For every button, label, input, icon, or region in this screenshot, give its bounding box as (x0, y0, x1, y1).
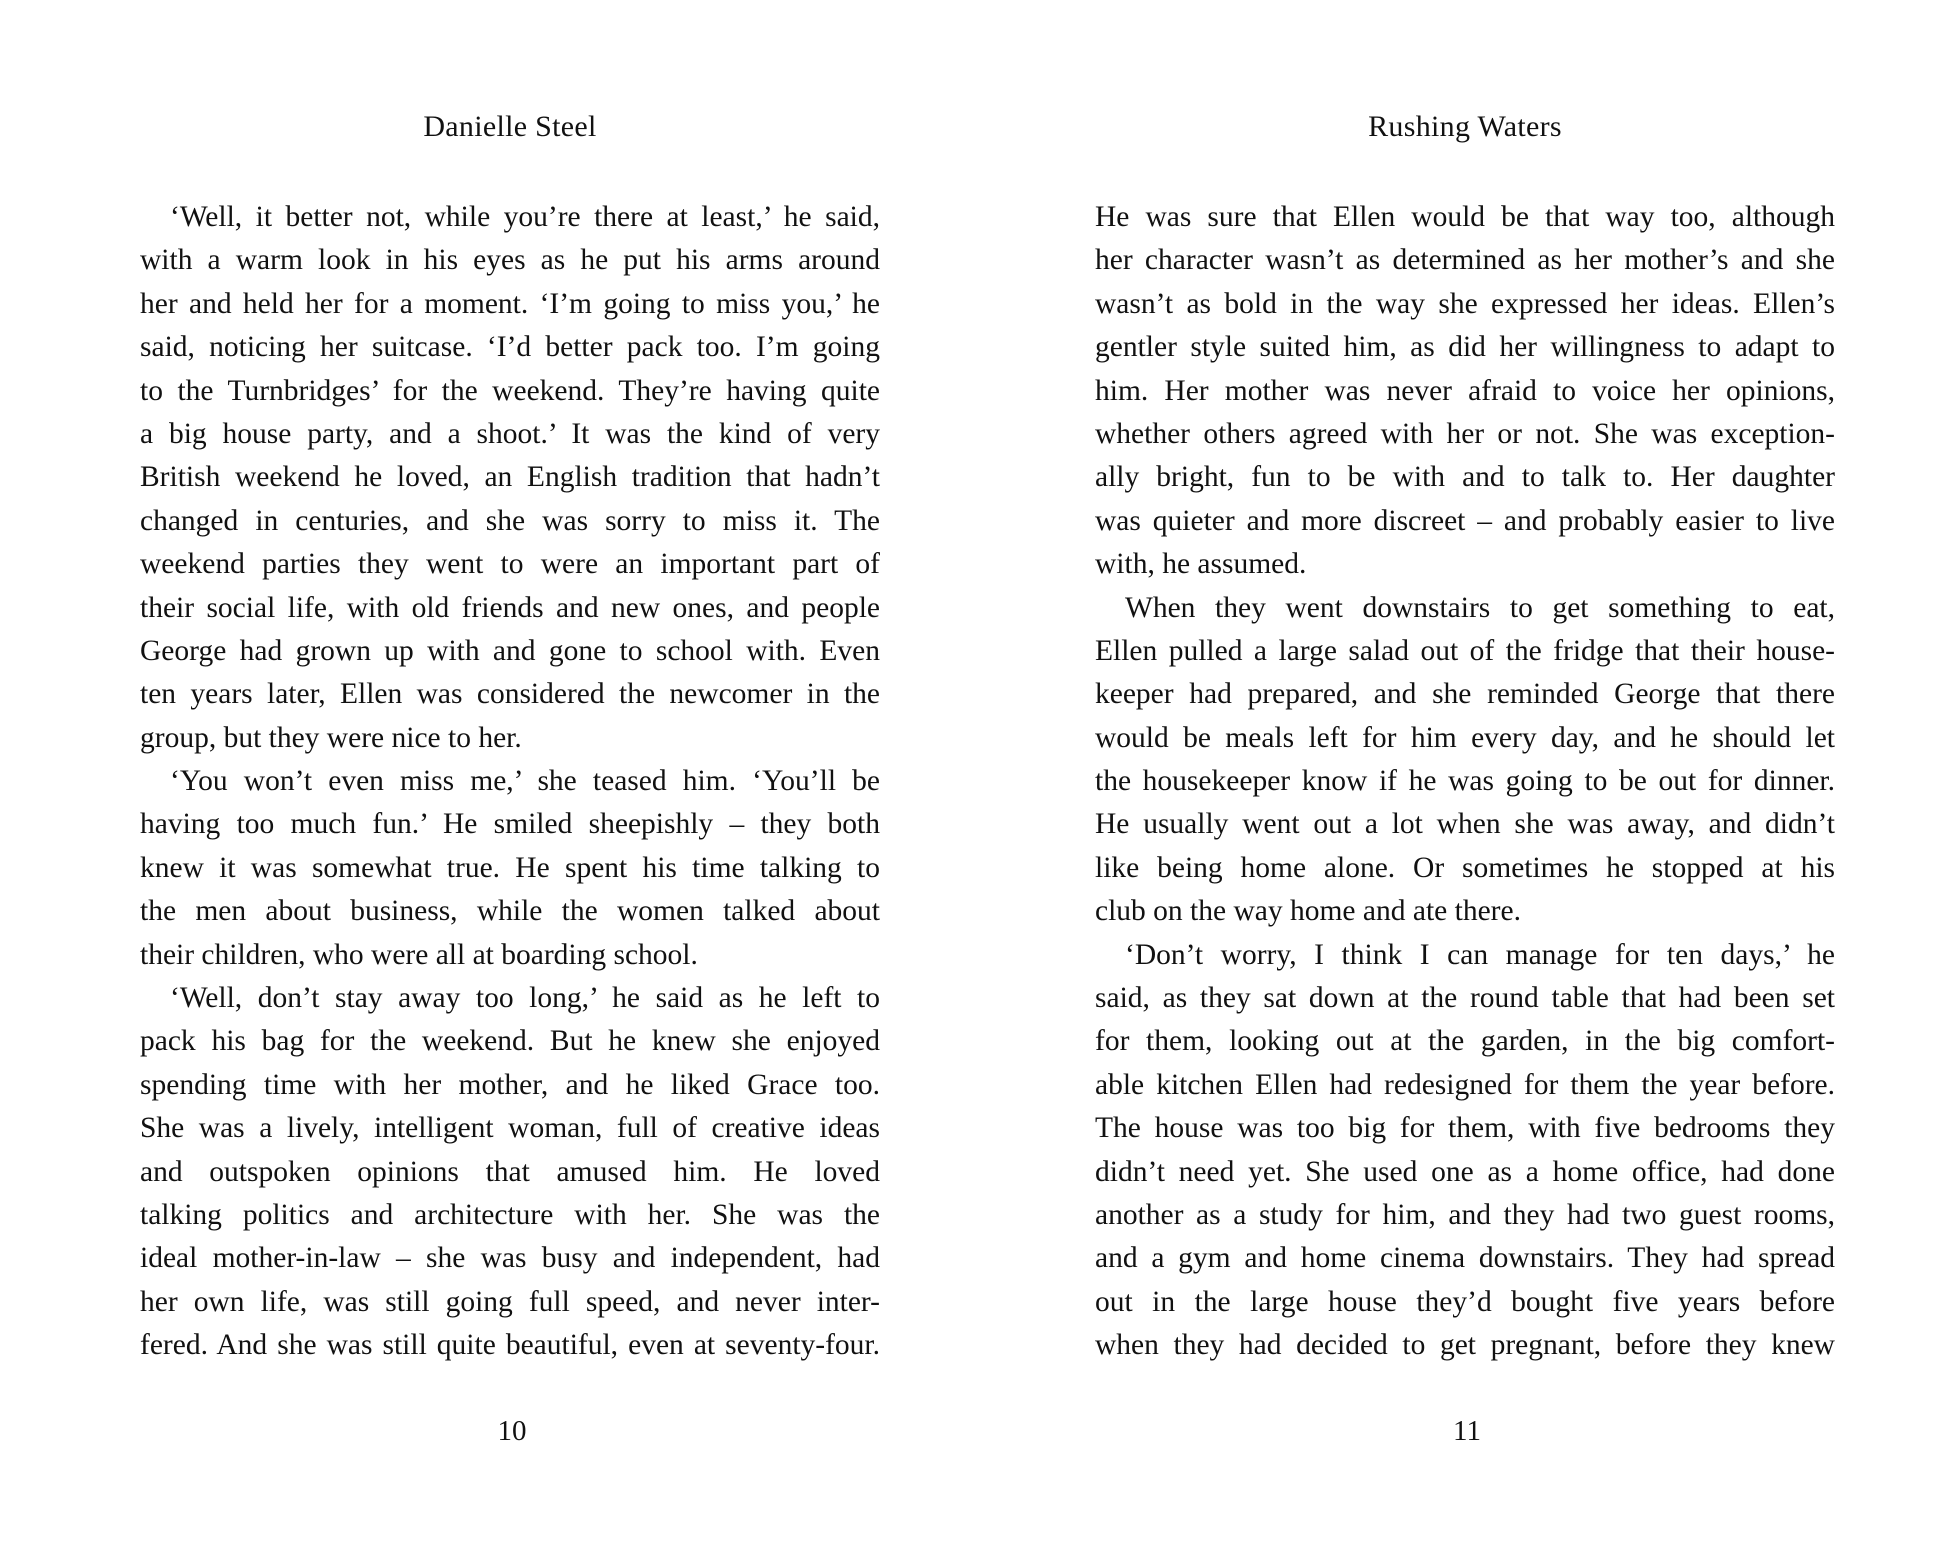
text-line: knew it was somewhat true. He spent his time talking to (140, 851, 880, 884)
text-line: their social life, with old friends and new ones, and people (140, 591, 880, 624)
text-line: ‘You won’t even miss me,’ she teased him. ‘You’ll be (170, 765, 880, 798)
text-line: having too much fun.’ He smiled sheepishly – they both (140, 808, 880, 841)
page-number: 10 (497, 1415, 527, 1447)
text-line: weekend parties they went to were an important part of (140, 548, 880, 581)
text-line: ‘Well, don’t stay away too long,’ he said as he left to (170, 982, 880, 1015)
running-head-title: Rushing Waters (1368, 110, 1562, 143)
text-line: didn’t need yet. She used one as a home office, had done (1095, 1155, 1835, 1188)
text-line: keeper had prepared, and she reminded George that there (1095, 678, 1835, 711)
text-line: with a warm look in his eyes as he put his arms around (140, 244, 880, 277)
text-line: out in the large house they’d bought five years before (1095, 1285, 1835, 1318)
text-line: The house was too big for them, with five bedrooms they (1095, 1112, 1835, 1145)
text-line: club on the way home and ate there. (1095, 895, 1521, 928)
text-line: British weekend he loved, an English tradition that hadn’t (140, 461, 880, 494)
text-line: her character wasn’t as determined as her mother’s and she (1095, 244, 1835, 277)
text-line: able kitchen Ellen had redesigned for them the year before. (1095, 1068, 1835, 1101)
text-line: with, he assumed. (1095, 548, 1307, 581)
text-line: Ellen pulled a large salad out of the fridge that their house- (1095, 634, 1835, 667)
text-line: was quieter and more discreet – and probably easier to live (1095, 504, 1835, 537)
text-line: fered. And she was still quite beautiful, even at seventy-four. (140, 1329, 880, 1362)
text-line: ten years later, Ellen was considered the newcomer in the (140, 678, 880, 711)
text-line: whether others agreed with her or not. She was exception- (1095, 417, 1835, 450)
left-page-body (140, 196, 880, 1368)
text-line: said, noticing her suitcase. ‘I’d better pack too. I’m going (140, 331, 880, 364)
text-line: for them, looking out at the garden, in the big comfort- (1095, 1025, 1835, 1058)
text-line: pack his bag for the weekend. But he knew she enjoyed (140, 1025, 880, 1058)
text-line: ideal mother-in-law – she was busy and independent, had (140, 1242, 880, 1275)
text-line: him. Her mother was never afraid to voice her opinions, (1095, 374, 1835, 407)
text-line: her own life, was still going full speed, and never inter- (140, 1285, 880, 1318)
text-line: When they went downstairs to get something to eat, (1125, 591, 1835, 624)
text-line: He usually went out a lot when she was away, and didn’t (1095, 808, 1835, 841)
text-line: would be meals left for him every day, and he should let (1095, 721, 1835, 754)
text-line: changed in centuries, and she was sorry to miss it. The (140, 504, 880, 537)
running-head-author: Danielle Steel (423, 110, 597, 143)
text-line: a big house party, and a shoot.’ It was the kind of very (140, 417, 880, 450)
text-line: He was sure that Ellen would be that way too, although (1095, 201, 1835, 233)
text-line: to the Turnbridges’ for the weekend. They’re having quite (140, 374, 880, 407)
text-line: another as a study for him, and they had two guest rooms, (1095, 1198, 1835, 1231)
text-line: She was a lively, intelligent woman, full of creative ideas (140, 1112, 880, 1145)
text-line: George had grown up with and gone to school with. Even (140, 634, 880, 667)
text-line: like being home alone. Or sometimes he stopped at his (1095, 851, 1835, 884)
text-line: ‘Well, it better not, while you’re there at least,’ he said, (170, 201, 880, 233)
text-line: talking politics and architecture with her. She was the (140, 1198, 880, 1231)
text-line: the housekeeper know if he was going to be out for dinner. (1095, 765, 1835, 798)
text-line: her and held her for a moment. ‘I’m going to miss you,’ he (140, 287, 880, 320)
right-page (980, 0, 1956, 1552)
text-line: ally bright, fun to be with and to talk to. Her daughter (1095, 461, 1835, 494)
text-line: spending time with her mother, and he liked Grace too. (140, 1068, 880, 1101)
page-number: 11 (1453, 1415, 1481, 1447)
text-line: and a gym and home cinema downstairs. They had spread (1095, 1242, 1835, 1275)
text-line: wasn’t as bold in the way she expressed her ideas. Ellen’s (1095, 287, 1835, 320)
text-line: and outspoken opinions that amused him. He loved (140, 1155, 880, 1188)
text-line: group, but they were nice to her. (140, 721, 522, 754)
text-line: when they had decided to get pregnant, before they knew (1095, 1329, 1835, 1362)
text-line: gentler style suited him, as did her willingness to adapt to (1095, 331, 1835, 364)
text-line: ‘Don’t worry, I think I can manage for ten days,’ he (1125, 938, 1835, 971)
text-line: their children, who were all at boarding school. (140, 938, 698, 971)
right-page-body (1095, 196, 1835, 1368)
text-line: said, as they sat down at the round table that had been set (1095, 982, 1835, 1015)
text-line: the men about business, while the women talked about (140, 895, 880, 928)
